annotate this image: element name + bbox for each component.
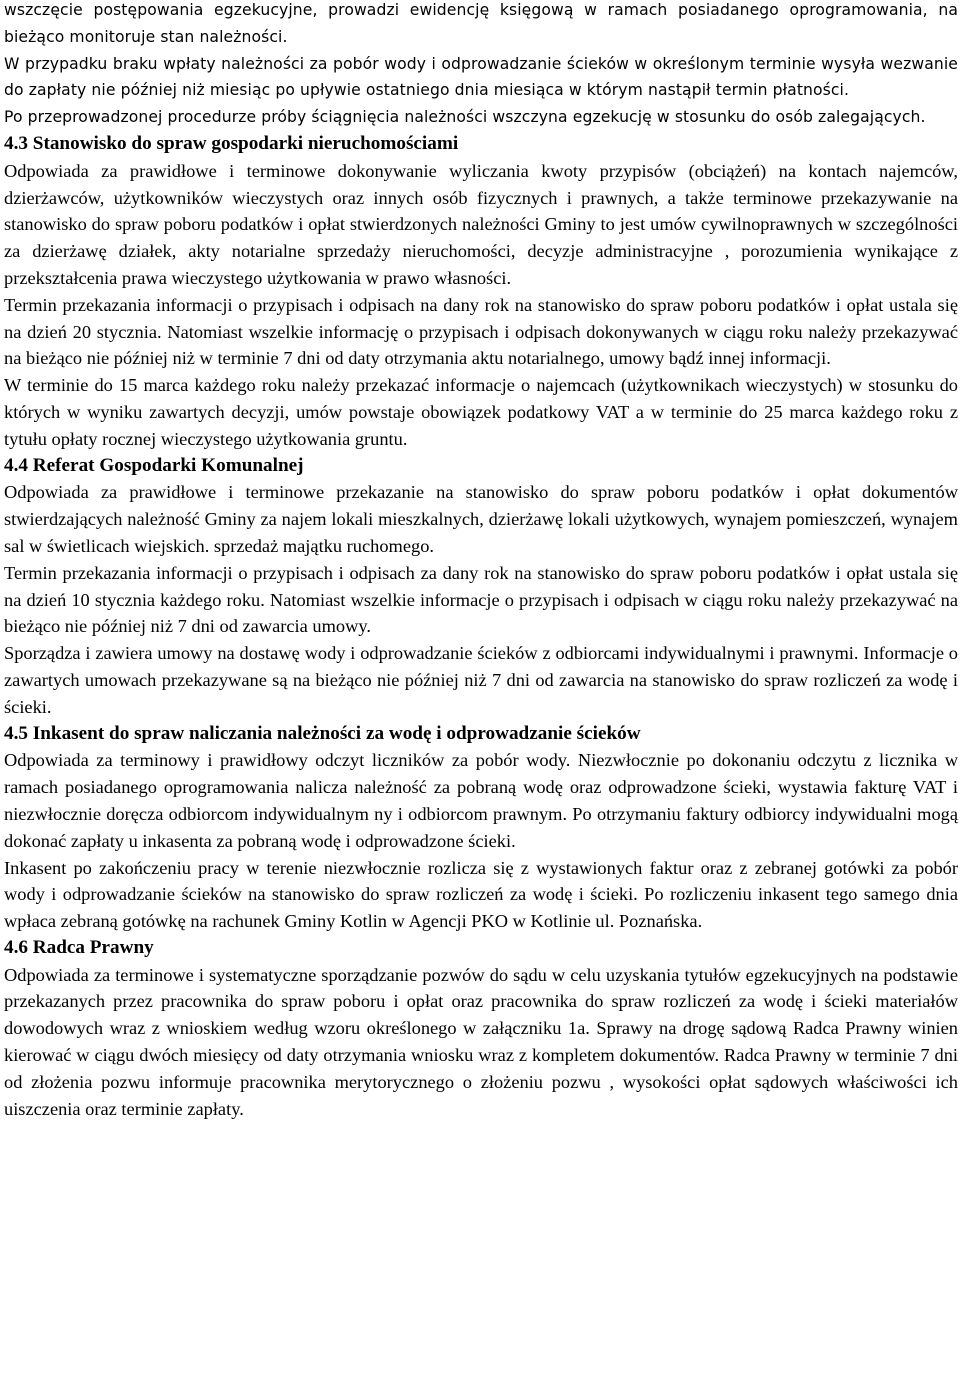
- section-heading-4-4: 4.4 Referat Gospodarki Komunalnej: [4, 454, 304, 476]
- intro-paragraph-2: W przypadku braku wpłaty należności za pobór wody i odprowadzanie ścieków w określonym terminie wysyła wezwanie do zapłaty nie później niż miesiąc po upływie ostatniego dnia miesiąca w którym nastąpił termin płatności.: [4, 54, 958, 100]
- section-4-5-paragraph-2: Inkasent po zakończeniu pracy w terenie niezwłocznie rozlicza się z wystawionych faktur oraz z zebranej gotówki za pobór wody i odprowadzanie ścieków na stanowisko do spraw rozliczeń za wodę i ścieki. Po rozliczeniu inkasent tego samego dnia wpłaca zebraną gotówkę na rachunek Gminy Kotlin w Agencji PKO w Kotlinie ul. Poznańska.: [4, 857, 958, 932]
- section-heading-4-6: 4.6 Radca Prawny: [4, 936, 154, 958]
- section-4-5-paragraph-1: Odpowiada za terminowy i prawidłowy odczyt liczników za pobór wody. Niezwłocznie po dokonaniu odczytu z licznika w ramach posiadanego oprogramowania nalicza należność za pobraną wodę oraz odprowadzone ścieki, wystawia fakturę VAT i niezwłocznie doręcza odbiorcom indywidualnym ny i odbiorcom prawnym. Po otrzymaniu faktury odbiorcy indywidualni mogą dokonać zapłaty u inkasenta za pobraną wodę i odprowadzone ścieki.: [4, 750, 958, 851]
- section-4-3-paragraph-1: Odpowiada za prawidłowe i terminowe dokonywanie wyliczania kwoty przypisów (obciążeń) na kontach najemców, dzierżawców, użytkowników wieczystych oraz innych osób fizycznych i prawnych, a także terminowe przekazywanie na stanowisko do spraw poboru podatków i opłat stwierdzonych należności Gminy to jest umów cywilnoprawnych w szczególności za dzierżawę działek, akty notarialne sprzedaży nieruchomości, decyzje administracyjne , porozumienia wynikające z przekształcenia prawa wieczystego użytkowania w prawo własności.: [4, 160, 958, 288]
- section-4-3-paragraph-2: Termin przekazania informacji o przypisach i odpisach na dany rok na stanowisko do spraw poboru podatków i opłat ustala się na dzień 20 stycznia. Natomiast wszelkie informację o przypisach i odpisach dokonywanych w ciągu roku należy przekazywać na bieżąco nie później niż w terminie 7 dni od daty otrzymania aktu notarialnego, umowy bądź innej informacji.: [4, 294, 958, 369]
- section-4-3-paragraph-3: W terminie do 15 marca każdego roku należy przekazać informacje o najemcach (użytkownikach wieczystych) w stosunku do których w wyniku zawartych decyzji, umów powstaje obowiązek podatkowy VAT a w terminie do 25 marca każdego roku z tytułu opłaty rocznej wieczystego użytkowania gruntu.: [4, 375, 958, 449]
- section-4-4-paragraph-1: Odpowiada za prawidłowe i terminowe przekazanie na stanowisko do spraw poboru podatków i opłat dokumentów stwierdzających należność Gminy za najem lokali mieszkalnych, dzierżawę lokali użytkowych, wynajem pomieszczeń, wynajem sal w świetlicach wiejskich. sprzedaż majątku ruchomego.: [4, 482, 958, 556]
- intro-paragraph-1: wszczęcie postępowania egzekucyjne, prowadzi ewidencję księgową w ramach posiadanego oprogramowania, na bieżąco monitoruje stan należności.: [4, 1, 958, 46]
- section-heading-4-3: 4.3 Stanowisko do spraw gospodarki nieruchomościami: [4, 132, 459, 154]
- document-page: [4, 0, 958, 1122]
- section-4-4-paragraph-2: Termin przekazania informacji o przypisach i odpisach za dany rok na stanowisko do spraw poboru podatków i opłat ustala się na dzień 10 stycznia każdego roku. Natomiast wszelkie informacje o przypisach i odpisach w ciągu roku należy przekazywać na bieżąco nie później niż 7 dni od zawarcia umowy.: [4, 562, 958, 637]
- intro-paragraph-3: Po przeprowadzonej procedurze próby ściągnięcia należności wszczyna egzekucję w stosunku do osób zalegających.: [4, 108, 926, 127]
- section-4-6-paragraph-1: Odpowiada za terminowe i systematyczne sporządzanie pozwów do sądu w celu uzyskania tytułów egzekucyjnych na podstawie przekazanych przez pracownika do spraw poboru i opłat oraz pracownika do spraw rozliczeń za wodę i ścieki materiałów dowodowych wraz z wnioskiem według wzoru określonego w załączniku 1a. Sprawy na drogę sądową Radca Prawny winien kierować w ciągu dwóch miesięcy od daty otrzymania wniosku wraz z kompletem dokumentów. Radca Prawny w terminie 7 dni od złożenia pozwu informuje pracownika merytorycznego o złożeniu pozwu , wysokości opłat sądowych właściwości ich uiszczenia oraz terminie zapłaty.: [4, 964, 958, 1119]
- section-heading-4-5: 4.5 Inkasent do spraw naliczania należności za wodę i odprowadzanie ścieków: [4, 722, 641, 744]
- section-4-4-paragraph-3: Sporządza i zawiera umowy na dostawę wody i odprowadzanie ścieków z odbiorcami indywidualnymi i prawnymi. Informacje o zawartych umowach przekazywane są na bieżąco nie później niż 7 dni od zawarcia na stanowisko do spraw rozliczeń za wodę i ścieki.: [4, 643, 958, 717]
